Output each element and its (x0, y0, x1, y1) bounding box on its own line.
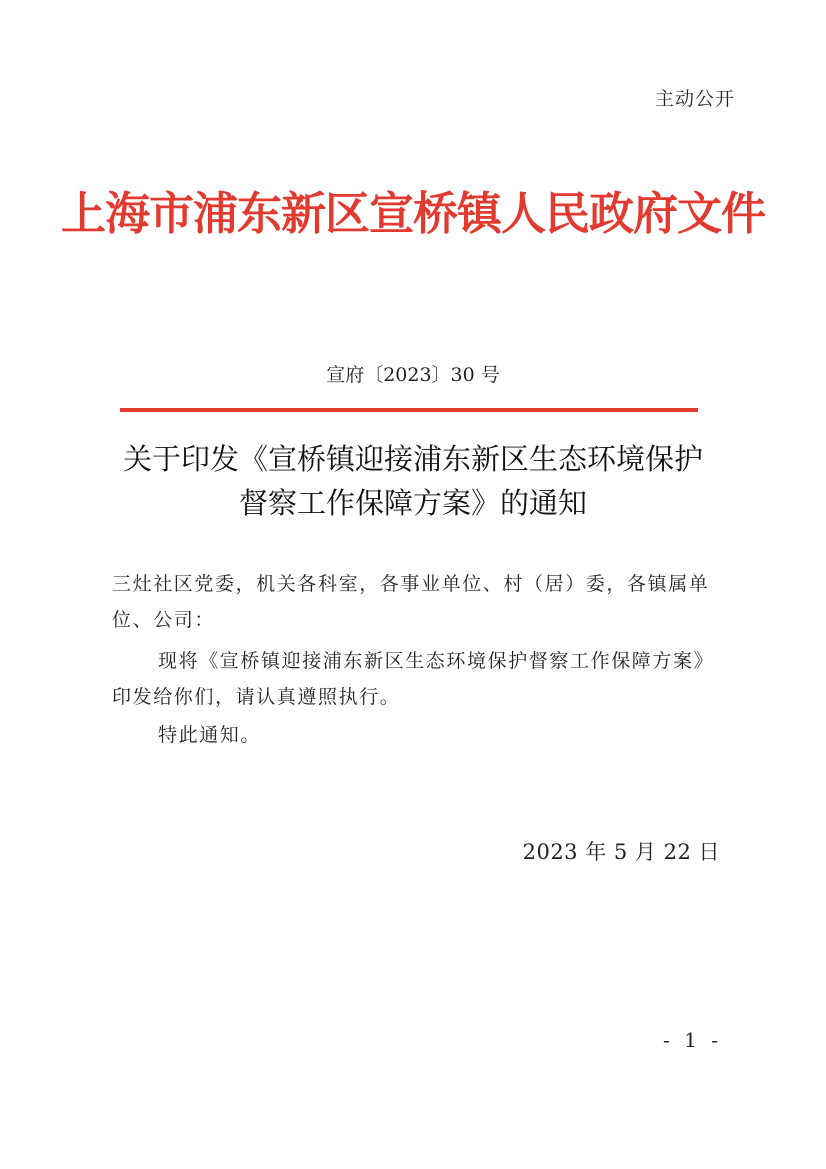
recipients-text: 三灶社区党委，机关各科室，各事业单位、村（居）委，各镇属单位、公司： (112, 573, 710, 631)
title-line-1: 关于印发《宣桥镇迎接浦东新区生态环境保护 (122, 442, 703, 476)
body-paragraph-1: 现将《宣桥镇迎接浦东新区生态环境保护督察工作保障方案》印发给你们，请认真遵照执行。 (112, 650, 715, 708)
title-line-2: 督察工作保障方案》的通知 (238, 486, 587, 520)
document-title (80, 437, 746, 525)
document-number: 宣府〔2023〕30 号 (326, 364, 500, 386)
document-masthead: 上海市浦东新区宣桥镇人民政府文件 (60, 187, 765, 240)
page-number: - 1 - (663, 1028, 722, 1052)
issue-date: 2023 年 5 月 22 日 (522, 840, 720, 864)
body-paragraph-2: 特此通知。 (158, 724, 262, 746)
disclosure-label: 主动公开 (654, 88, 735, 110)
red-divider-rule (120, 408, 698, 412)
